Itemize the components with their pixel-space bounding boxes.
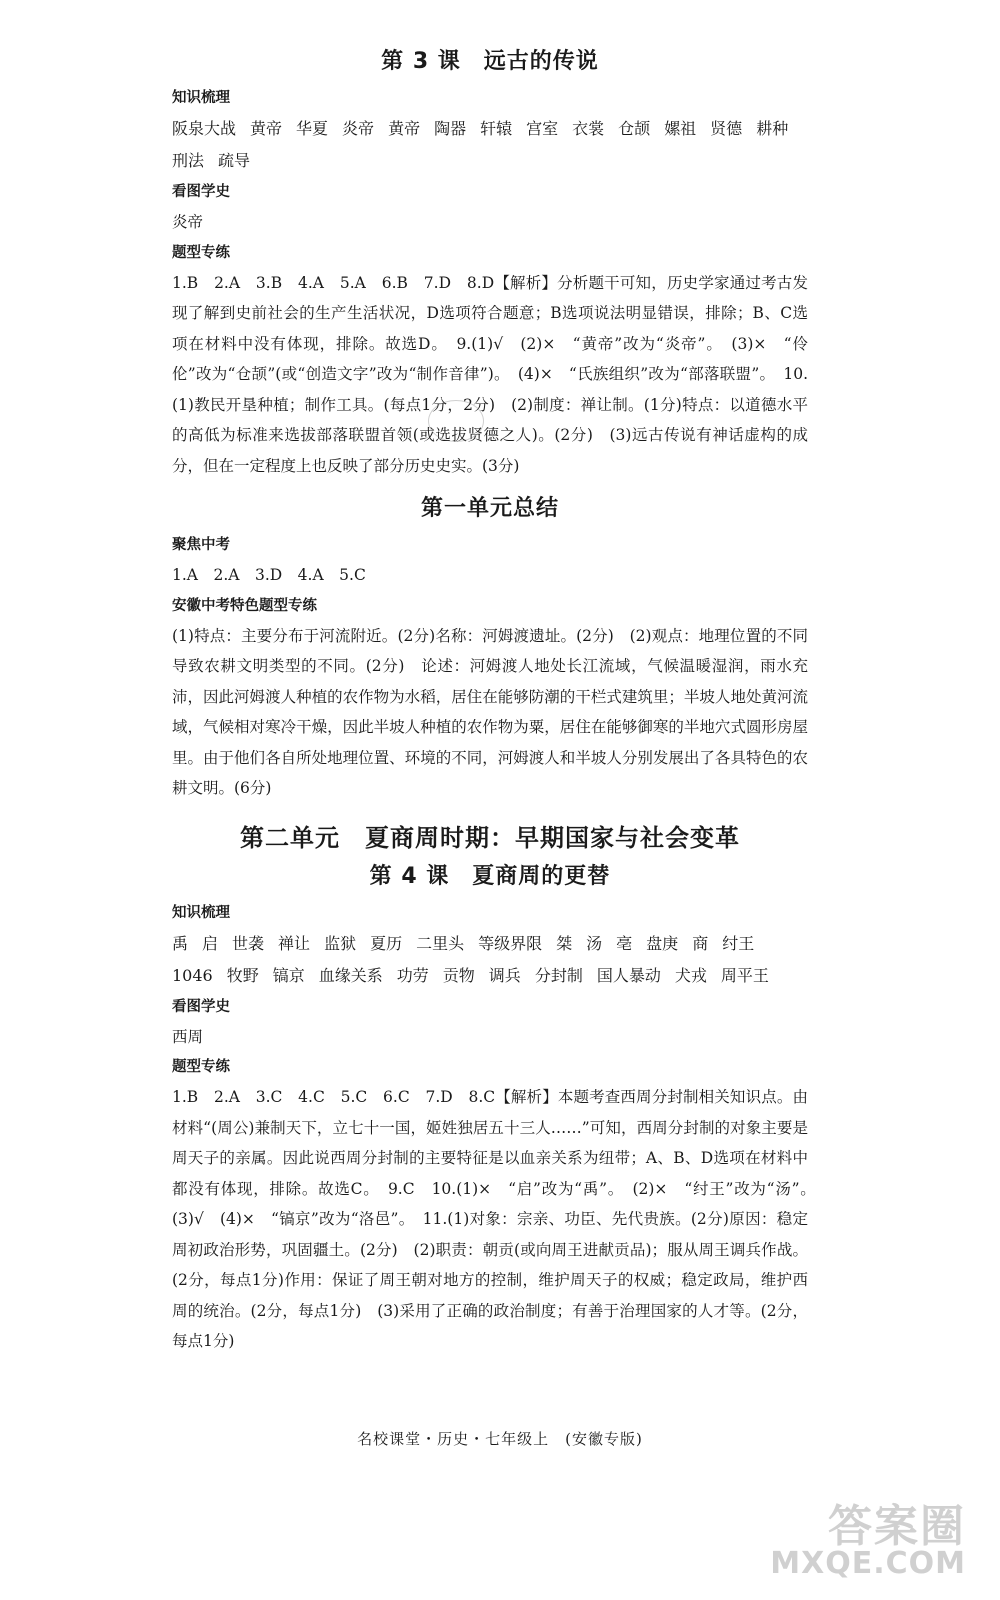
- lesson-3-answers: 1.B 2.A 3.B 4.A 5.A 6.B 7.D 8.D【解析】分析题干可知，历史学家通过考古发现了解到史前社会的生产生活状况，D选项符合题意；B选项说法明显错误，排除；B、C选项在材料中没有体现，排除。故选D。 9.(1)√ (2)× “黄帝”改为“炎帝”。 (3)× “伶伦”改为“仓颉”(或“创造文字”改为“制作音律”)。 (4)× “氏族组织”改为“部落联盟”。 10.(1)教民开垦种植；制作工具。(每点1分，2分) (2)制度：禅让制。(1分)特点：以道德水平的高低为标准来选拔部落联盟首领(或选拔贤德之人)。(2分) (3)远古传说有神话虚构的成分，但在一定程度上也反映了部分历史史实。(3分): [172, 273, 808, 475]
- lesson-4-answers: 1.B 2.A 3.C 4.C 5.C 6.C 7.D 8.C【解析】本题考查西周分封制相关知识点。由材料“(周公)兼制天下，立七十一国，姬姓独居五十三人……”可知，西周分封制的对象主要是周天子的亲属。因此说西周分封制的主要特征是以血亲关系为纽带；A、B、D选项在材料中都没有体现，排除。故选C。 9.C 10.(1)× “启”改为“禹”。 (2)× “纣王”改为“汤”。 (3)√ (4)× “镐京”改为“洛邑”。 11.(1)对象：宗亲、功臣、先代贵族。(2分)原因：稳定周初政治形势，巩固疆土。(2分) (2)职责：朝贡(或向周王进献贡品)；服从周王调兵作战。(2分，每点1分)作用：保证了周王朝对地方的控制，维护周天子的权威；稳定政局，维护西周的统治。(2分，每点1分) (3)采用了正确的政治制度；有善于治理国家的人才等。(2分，每点1分): [172, 1088, 824, 1350]
- keyword: 亳: [616, 933, 633, 953]
- keyword: 贡物: [442, 965, 475, 985]
- page-footer: 名校课堂・历史・七年级上 (安徽专版): [357, 1430, 643, 1448]
- keyword: 盘庚: [646, 933, 679, 953]
- watermark-url: MXQE.COM: [770, 1546, 966, 1581]
- knowledge-review-label: 知识梳理: [172, 90, 230, 106]
- keyword: 纣王: [722, 933, 755, 953]
- keyword: 陶器: [434, 119, 467, 138]
- keyword: 炎帝: [342, 119, 375, 138]
- keyword: 等级界限: [478, 933, 543, 953]
- keyword: 轩辕: [480, 119, 513, 138]
- lesson-3-title: 第 3 课 远古的传说: [381, 49, 599, 74]
- keyword: 疏导: [218, 151, 251, 170]
- keyword: 华夏: [296, 119, 329, 138]
- lesson-4-keywords: [172, 928, 808, 992]
- picture-history-answer: 炎帝: [172, 213, 204, 231]
- keyword: 禅让: [278, 933, 311, 953]
- keyword: 黄帝: [388, 119, 421, 138]
- unit-2-title: 第二单元 夏商周时期：早期国家与社会变革: [240, 823, 740, 852]
- anhui-practice-label: 安徽中考特色题型专练: [172, 597, 317, 614]
- keyword: 牧野: [226, 965, 259, 985]
- keyword: 血缘关系: [318, 965, 383, 985]
- keyword: 阪泉大战: [172, 119, 237, 138]
- keyword: 刑法: [172, 151, 205, 170]
- keyword: 仓颉: [618, 119, 651, 138]
- anhui-practice-text: (1)特点：主要分布于河流附近。(2分)名称：河姆渡遗址。(2分) (2)观点：地理位置的不同导致农耕文明类型的不同。(2分) 论述：河姆渡人地处长江流域，气候温暖湿润，雨水充沛，因此河姆渡人种植的农作物为水稻，居住在能够防潮的干栏式建筑里；半坡人地处黄河流域，气候相对寒冷干燥，因此半坡人种植的农作物为粟，居住在能够御寒的半地穴式圆形房屋里。由于他们各自所处地理位置、环境的不同，河姆渡人和半坡人分别发展出了各具特色的农耕文明。(6分): [172, 626, 808, 797]
- practice-label: 题型专练: [172, 244, 230, 261]
- keyword: 商: [692, 933, 709, 953]
- keyword: 国人暴动: [596, 965, 661, 985]
- keyword: 衣裳: [572, 119, 605, 138]
- keyword: 监狱: [324, 933, 357, 953]
- keyword: 夏历: [370, 933, 403, 953]
- keyword: 调兵: [488, 965, 521, 985]
- keyword: 世袭: [232, 933, 265, 953]
- keyword: 贤德: [710, 119, 743, 138]
- unit-1-summary-title: 第一单元总结: [420, 496, 559, 521]
- keyword: 嫘祖: [664, 119, 697, 138]
- lesson-3-keywords: [172, 113, 808, 177]
- keyword: 分封制: [534, 965, 583, 985]
- watermark-logo: [770, 1490, 984, 1590]
- focus-exam-answers: 1.A 2.A 3.D 4.A 5.C: [172, 566, 366, 584]
- keyword: 宫室: [526, 119, 559, 138]
- answer-page: [172, 44, 824, 1357]
- keyword: 周平王: [720, 965, 769, 985]
- keyword: 汤: [586, 933, 603, 953]
- focus-exam-label: 聚焦中考: [172, 537, 230, 553]
- keyword: 镐京: [272, 965, 305, 985]
- picture-history-answer: 西周: [172, 1027, 204, 1046]
- keyword: 耕种: [756, 119, 789, 138]
- knowledge-review-label: 知识梳理: [172, 904, 230, 921]
- watermark-brand: 答案圈: [828, 1501, 966, 1552]
- keyword: 功劳: [396, 965, 429, 985]
- picture-history-label: 看图学史: [172, 998, 230, 1015]
- lesson-4-title: 第 4 课 夏商周的更替: [369, 863, 611, 889]
- keyword: 1046: [172, 965, 213, 985]
- keyword: 二里头: [416, 933, 465, 953]
- keyword: 桀: [556, 933, 573, 953]
- picture-history-label: 看图学史: [172, 184, 230, 200]
- keyword: 启: [202, 933, 219, 953]
- keyword: 黄帝: [250, 119, 283, 138]
- faint-stamp-mark: [428, 400, 484, 442]
- keyword: 禹: [172, 933, 189, 953]
- keyword: 犬戎: [674, 965, 707, 985]
- practice-label: 题型专练: [172, 1059, 230, 1075]
